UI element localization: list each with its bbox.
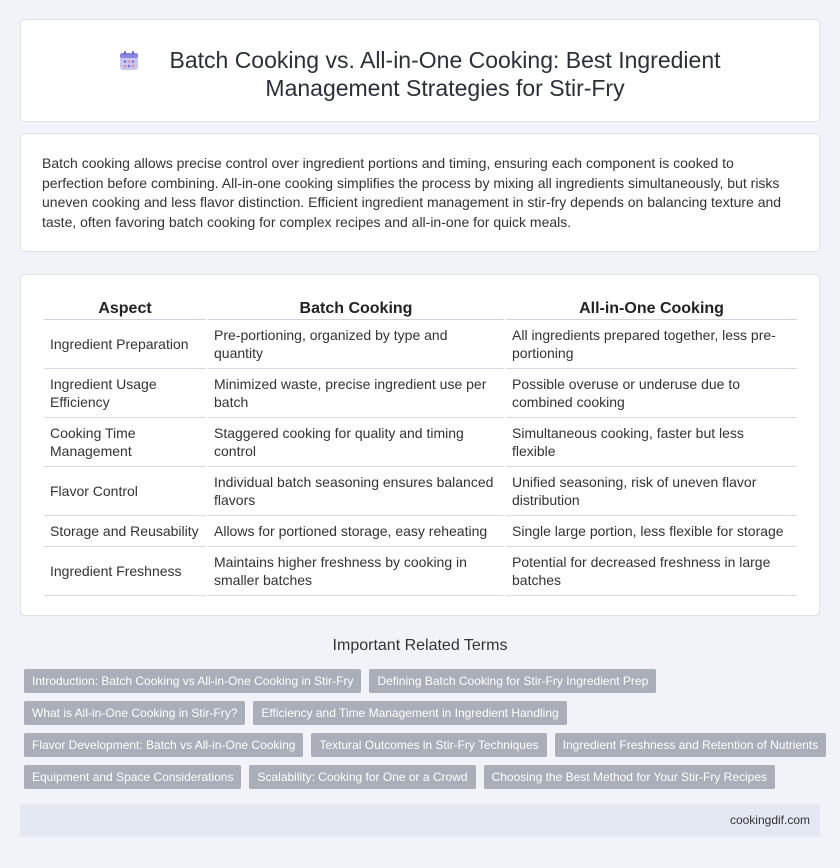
footer	[20, 804, 820, 837]
table-cell: Allows for portioned storage, easy reheating	[208, 516, 504, 547]
table-row	[44, 418, 797, 467]
related-terms-list	[24, 669, 824, 797]
table-cell: Staggered cooking for quality and timing control	[208, 418, 504, 467]
related-term-tag[interactable]: Introduction: Batch Cooking vs All-in-One Cooking in Stir-Fry	[24, 669, 361, 693]
related-terms-title: Important Related Terms	[332, 637, 508, 654]
table-header-row	[44, 296, 797, 320]
table-cell: Pre-portioning, organized by type and quantity	[208, 320, 504, 369]
table-cell: Simultaneous cooking, faster but less flexible	[506, 418, 797, 467]
intro-text: Batch cooking allows precise control over ingredient portions and timing, ensuring each component is cooked to perfection before combining. All-in-one cooking simplifies the process by mixing all ingredients simultaneously, but risks uneven cooking and less flavor distinction. Efficient ingredient management in stir-fry depends on balancing texture and taste, often favoring batch cooking for complex recipes and all-in-one for quick meals.	[42, 155, 782, 230]
table-cell: Individual batch seasoning ensures balanced flavors	[208, 467, 504, 516]
comparison-card	[20, 274, 820, 616]
table-row	[44, 516, 797, 547]
header-aspect: Aspect	[44, 296, 206, 320]
related-term-tag[interactable]: Efficiency and Time Management in Ingredient Handling	[253, 701, 566, 725]
tag-row	[24, 765, 824, 789]
tag-row	[24, 669, 824, 693]
related-term-tag[interactable]: Equipment and Space Considerations	[24, 765, 241, 789]
table-row	[44, 320, 797, 369]
comparison-table	[42, 296, 799, 596]
page-title: Batch Cooking vs. All-in-One Cooking: Best Ingredient Management Strategies for Stir-Fry	[169, 47, 721, 101]
tag-row	[24, 701, 824, 725]
table-cell: Ingredient Usage Efficiency	[44, 369, 206, 418]
table-cell: Possible overuse or underuse due to combined cooking	[506, 369, 797, 418]
related-term-tag[interactable]: Textural Outcomes in Stir-Fry Techniques	[311, 733, 546, 757]
table-cell: Cooking Time Management	[44, 418, 206, 467]
table-cell: All ingredients prepared together, less pre-portioning	[506, 320, 797, 369]
footer-site-link[interactable]: cookingdif.com	[729, 813, 810, 827]
related-term-tag[interactable]: Defining Batch Cooking for Stir-Fry Ingredient Prep	[369, 669, 656, 693]
table-cell: Unified seasoning, risk of uneven flavor distribution	[506, 467, 797, 516]
title-card	[20, 19, 820, 122]
table-row	[44, 547, 797, 596]
header-batch-cooking: Batch Cooking	[208, 296, 504, 320]
related-term-tag[interactable]: What is All-in-One Cooking in Stir-Fry?	[24, 701, 245, 725]
table-cell: Ingredient Preparation	[44, 320, 206, 369]
header-all-in-one-cooking: All-in-One Cooking	[506, 296, 797, 320]
table-cell: Flavor Control	[44, 467, 206, 516]
related-term-tag[interactable]: Flavor Development: Batch vs All-in-One Cooking	[24, 733, 303, 757]
table-cell: Ingredient Freshness	[44, 547, 206, 596]
tag-row	[24, 733, 824, 757]
related-term-tag[interactable]: Scalability: Cooking for One or a Crowd	[249, 765, 475, 789]
table-cell: Maintains higher freshness by cooking in smaller batches	[208, 547, 504, 596]
table-cell: Minimized waste, precise ingredient use per batch	[208, 369, 504, 418]
related-term-tag[interactable]: Ingredient Freshness and Retention of Nutrients	[555, 733, 826, 757]
table-cell: Storage and Reusability	[44, 516, 206, 547]
table-row	[44, 369, 797, 418]
table-cell: Single large portion, less flexible for storage	[506, 516, 797, 547]
intro-card	[20, 133, 820, 252]
table-cell: Potential for decreased freshness in large batches	[506, 547, 797, 596]
related-term-tag[interactable]: Choosing the Best Method for Your Stir-Fry Recipes	[484, 765, 775, 789]
table-row	[44, 467, 797, 516]
